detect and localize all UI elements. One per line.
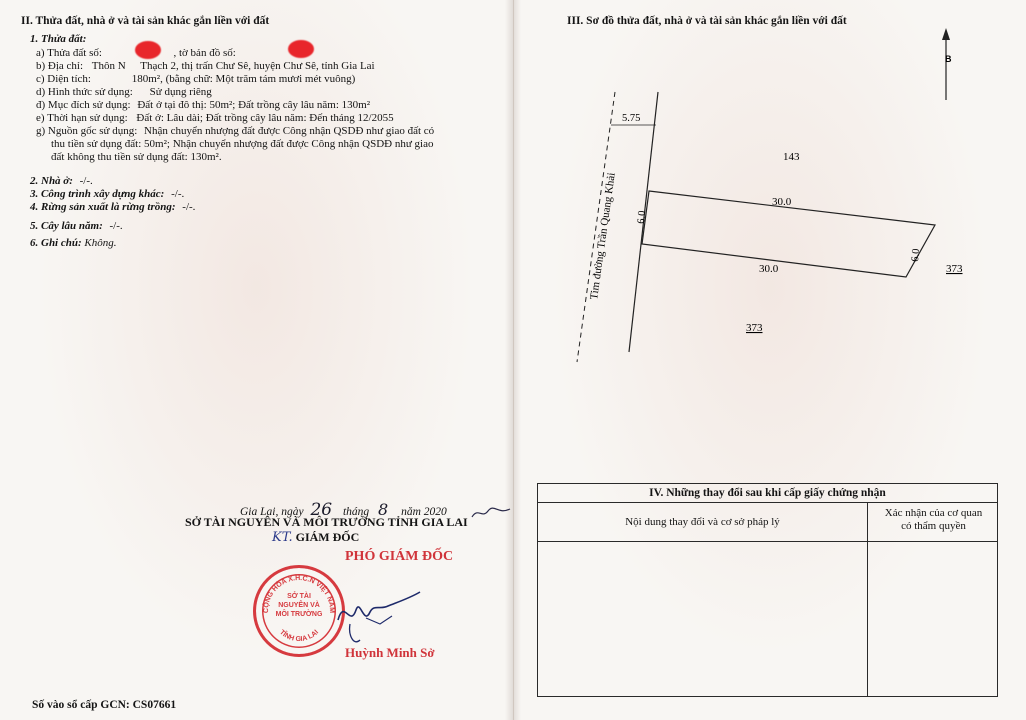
signer-name: Huỳnh Minh Sở [345, 645, 435, 660]
usage-term-value: Đất ở: Lâu dài; Đất trồng cây lâu năm: Đến tháng 12/2055 [136, 112, 394, 124]
date-month: 8 [378, 500, 389, 519]
usage-form-row [36, 86, 212, 99]
seal-ring-text: CỘNG HÒA X.H.C.N VIỆT NAM [262, 574, 336, 614]
date-month-label: tháng [342, 506, 370, 518]
role-line [272, 530, 359, 545]
section-iii-title: III. Sơ đồ thửa đất, nhà ở và tài sản khác gắn liền với đất [567, 15, 847, 27]
note-value: Không. [84, 237, 117, 249]
usage-purpose-value: Đất ở tại đô thị: 50m²; Đất trồng cây lâu năm: 130m² [137, 99, 371, 111]
offset-dimension: 5.75 [622, 113, 641, 124]
usage-term-row [36, 112, 394, 125]
top-side-dimension: 30.0 [772, 196, 792, 208]
origin-line-3: đất không thu tiền sử dụng đất: 130m². [51, 151, 222, 163]
certificate-number: Số vào sổ cấp GCN: CS07661 [32, 699, 177, 711]
other-construction-label: 3. Công trình xây dựng khác: [30, 188, 165, 200]
plot-diagram [513, 0, 1026, 480]
note-row [30, 237, 117, 250]
address-value-2: Thạch 2, thị trấn Chư Sê, huyện Chư Sê, tỉnh Gia Lai [137, 60, 375, 72]
date-day: 26 [310, 500, 333, 520]
perennial-value: -/-. [109, 220, 123, 232]
usage-form-value: Sử dụng riêng [149, 86, 212, 98]
other-construction-value: -/-. [171, 188, 185, 200]
address-label: b) Địa chỉ: [36, 60, 84, 72]
address-value: Thôn N [91, 60, 126, 72]
origin-line-2: thu tiền sử dụng đất: 50m²; Nhận chuyển nhượng đất được Công nhận QSDĐ như giao [51, 138, 434, 150]
origin-label: g) Nguồn gốc sử dụng: [36, 125, 138, 137]
seal-bottom-text: TỈNH GIA LAI [277, 628, 321, 644]
role-title: GIÁM ĐỐC [295, 530, 360, 544]
section-ii-title: II. Thửa đất, nhà ở và tài sản khác gắn liền với đất [21, 15, 270, 27]
changes-column-content: Nội dung thay đổi và cơ sở pháp lý [538, 503, 868, 541]
north-arrow-icon [942, 28, 950, 100]
north-label: B [945, 54, 952, 64]
neighbor-parcel-north: 143 [783, 151, 800, 163]
perennial-row [30, 220, 123, 233]
usage-purpose-label: đ) Mục đích sử dụng: [36, 99, 131, 111]
usage-term-label: e) Thời hạn sử dụng: [36, 112, 128, 124]
house-value: -/-. [79, 175, 93, 187]
area-value: 180m², (bằng chữ: Một trăm tám mươi mét vuông) [131, 73, 356, 85]
right-side-dimension: 6.0 [910, 248, 923, 263]
usage-form-label: d) Hình thức sử dụng: [36, 86, 133, 98]
area-label: c) Diện tích: [36, 73, 91, 85]
origin-line-1: Nhận chuyển nhượng đất được Công nhận QSDĐ như giao đất có [144, 125, 435, 137]
redaction-mark-map [288, 40, 314, 58]
authority-line-2: có thẩm quyền [901, 520, 966, 532]
address-row [36, 60, 375, 73]
agency-name: SỞ TÀI NGUYÊN VÀ MÔI TRƯỜNG TỈNH GIA LAI [185, 515, 468, 529]
role-prefix: KT. [272, 530, 293, 545]
authority-line-1: Xác nhận của cơ quan [884, 507, 983, 519]
neighbor-parcel-south: 373 [746, 322, 763, 334]
area-row [36, 73, 355, 86]
changes-table-header [538, 503, 997, 542]
note-label: 6. Ghi chú: [30, 237, 82, 249]
road-name: Tim đường Trần Quang Khải [588, 171, 618, 301]
svg-text:TỈNH GIA LAI [278, 629, 320, 643]
date-place: Gia Lai, ngày [240, 506, 304, 518]
perennial-label: 5. Cây lâu năm: [30, 220, 103, 232]
date-year: năm 2020 [401, 506, 447, 518]
page-fold [505, 0, 521, 720]
house-label: 2. Nhà ở: [30, 175, 73, 187]
changes-column-authority [868, 507, 999, 533]
forest-value: -/-. [182, 201, 196, 213]
redaction-mark-parcel [135, 41, 161, 59]
bottom-side-dimension: 30.0 [759, 263, 779, 275]
item1-heading: 1. Thửa đất: [30, 33, 87, 45]
changes-table-title: IV. Những thay đổi sau khi cấp giấy chứng nhận [538, 484, 997, 503]
origin-row [36, 125, 434, 138]
left-side-dimension: 6.0 [636, 210, 649, 225]
map-sheet-label: , tờ bản đồ số: [173, 47, 236, 59]
house-row [30, 175, 93, 188]
changes-column-divider [867, 541, 868, 696]
parcel-number-label: a) Thửa đất số: [36, 47, 102, 59]
usage-purpose-row [36, 99, 370, 112]
forest-row [30, 201, 195, 214]
neighbor-parcel-east: 373 [946, 263, 963, 275]
signature [330, 580, 425, 650]
forest-label: 4. Rừng sản xuất là rừng trồng: [30, 201, 176, 213]
other-construction-row [30, 188, 184, 201]
seal-center-text: SỞ TÀI NGUYÊN VÀ MÔI TRƯỜNG [275, 593, 323, 618]
deputy-title: PHÓ GIÁM ĐỐC [345, 549, 454, 564]
changes-table [537, 483, 998, 697]
